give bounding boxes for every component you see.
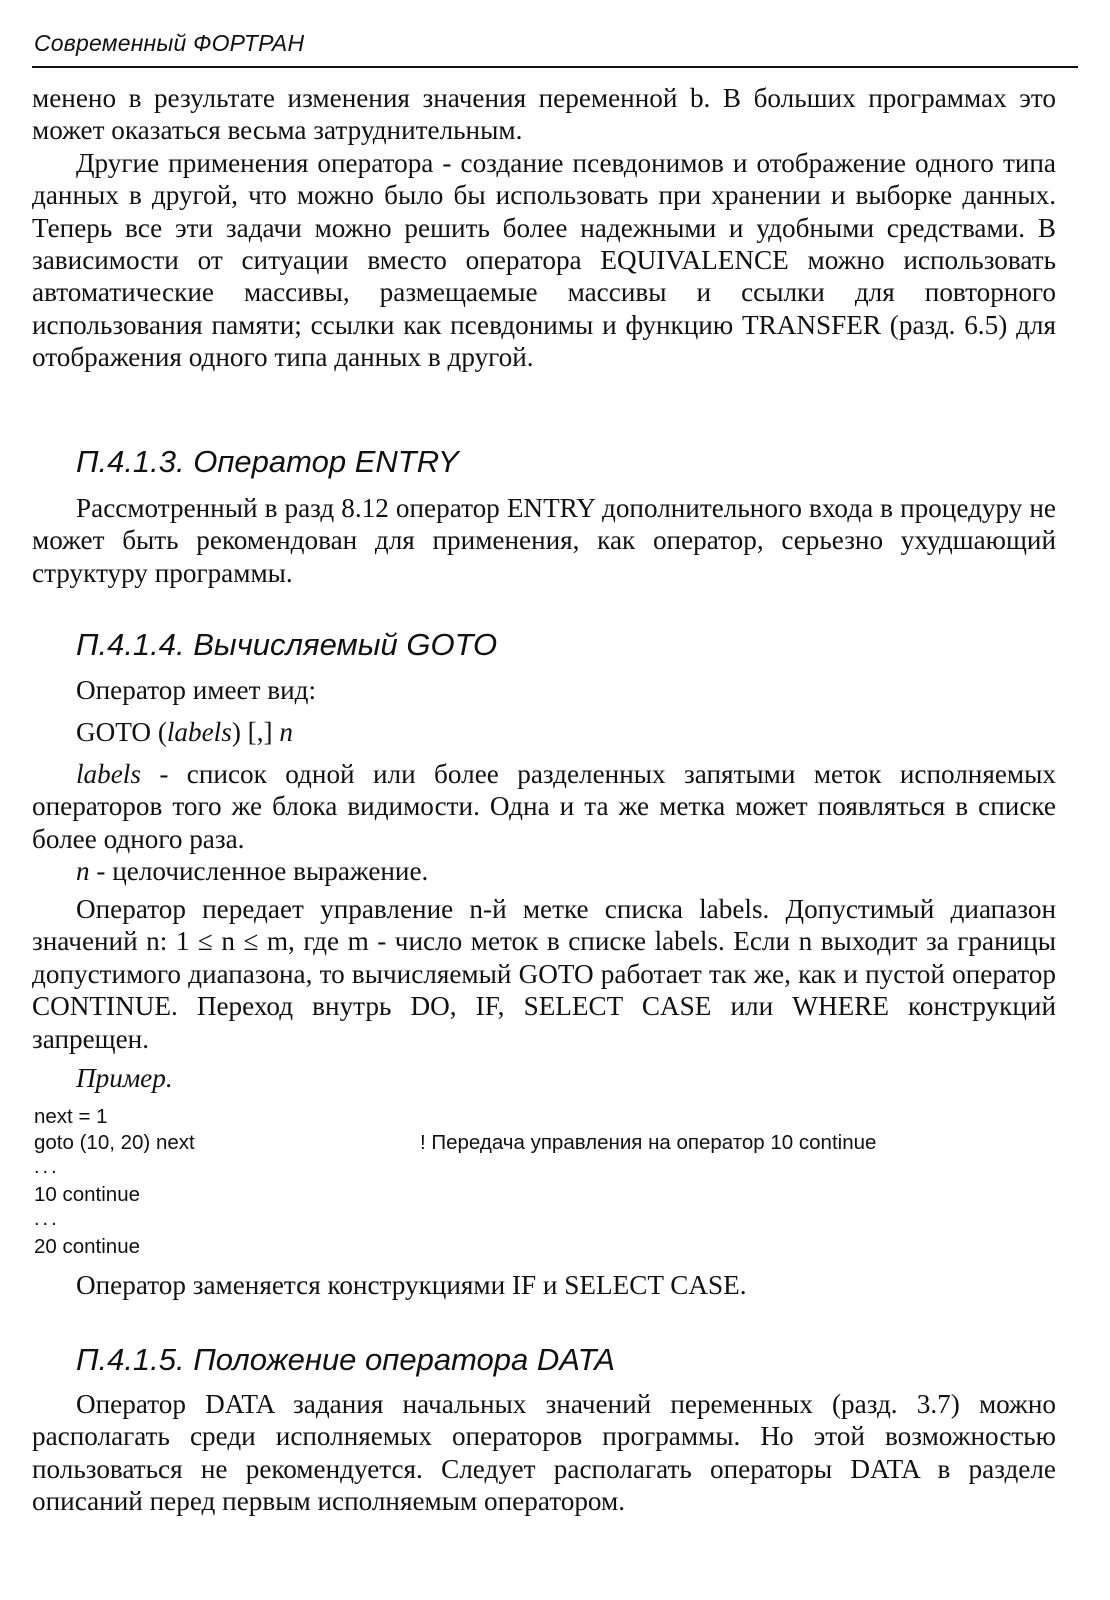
section-heading-entry: П.4.1.3. Оператор ENTRY [76,444,459,479]
code-comment: ! Передача управления на оператор 10 continue [420,1131,877,1154]
goto-semantics-paragraph: Оператор передает управление n-й метке списка labels. Допустимый диапазон значений n: 1 ≤ n ≤ m, где m - число меток в списке labels. Если n выходит за границы допустимого диапазона, то вычисляемый GOTO работает так же, как и пустой оператор CONTINUE. Переход внутрь DO, IF, SELECT CASE или WHERE конструкций запрещен. [32,894,1056,1054]
intro-paragraph-2: Другие применения оператора - создание псевдонимов и отображение одного типа данных в другой, что можно было бы использовать при хранении и выборке данных. Теперь все эти задачи можно решить более надежными и удобными средствами. В зависимости от ситуации вместо оператора EQUIVALENCE можно использовать автоматические массивы, размещаемые массивы и ссылки для повторного использования памяти; ссылки как псевдонимы и функцию TRANSFER (разд. 6.5) для отображения одного типа данных в другой. [32,147,1056,373]
code-line-3: 10 continue [34,1183,141,1206]
syntax-rest: ) [,] [231,717,280,747]
example-label: Пример. [76,1063,173,1093]
code-line-4: 20 continue [34,1235,141,1258]
syntax-labels: labels [166,717,232,747]
code-line-2: goto (10, 20) next [34,1131,195,1154]
section-entry-block [32,492,1056,589]
code-ellipsis-1: ... [34,1156,60,1178]
intro-block [32,82,1056,374]
section-heading-computed-goto: П.4.1.4. Вычисляемый GOTO [76,627,498,662]
n-definition [32,855,1056,887]
code-ellipsis-2: ... [34,1208,60,1230]
n-description: - целочисленное выражение. [89,856,429,887]
section-heading-data-position: П.4.1.5. Положение оператора DATA [76,1342,615,1377]
n-term: n [76,856,90,887]
labels-description: - список одной или более разделенных запятыми меток исполняемых операторов того же блока видимости. Одна и та же метка может появляться в списке более одного раза. [32,759,1056,854]
labels-definition-block [32,758,1056,888]
entry-paragraph: Рассмотренный в разд 8.12 оператор ENTRY дополнительного входа в процедуру не может быть рекомендован для применения, как оператор, серьезно ухудшающий структуру программы. [32,493,1056,588]
form-intro: Оператор имеет вид: [76,675,317,705]
syntax-n: n [279,717,293,747]
goto-semantics-block [32,893,1056,1055]
running-title: Современный ФОРТРАН [34,30,305,56]
replacement-note: Оператор заменяется конструкциями IF и SELECT CASE. [76,1270,747,1300]
goto-syntax [76,716,293,748]
intro-paragraph-1: менено в результате изменения значения переменной b. В больших программах это может оказаться весьма затруднительным. [32,83,1056,146]
labels-definition [32,758,1056,855]
syntax-goto: GOTO ( [76,717,167,747]
section-data-block [32,1388,1056,1518]
header-rule [32,66,1078,68]
data-paragraph: Оператор DATA задания начальных значений переменных (разд. 3.7) можно располагать среди исполняемых операторов программы. Но этой возможностью пользоваться не рекомендуется. Следует располагать операторы DATA в разделе описаний перед первым исполняемым оператором. [32,1389,1056,1517]
labels-term: labels [76,759,141,789]
code-line-1: next = 1 [34,1105,108,1128]
